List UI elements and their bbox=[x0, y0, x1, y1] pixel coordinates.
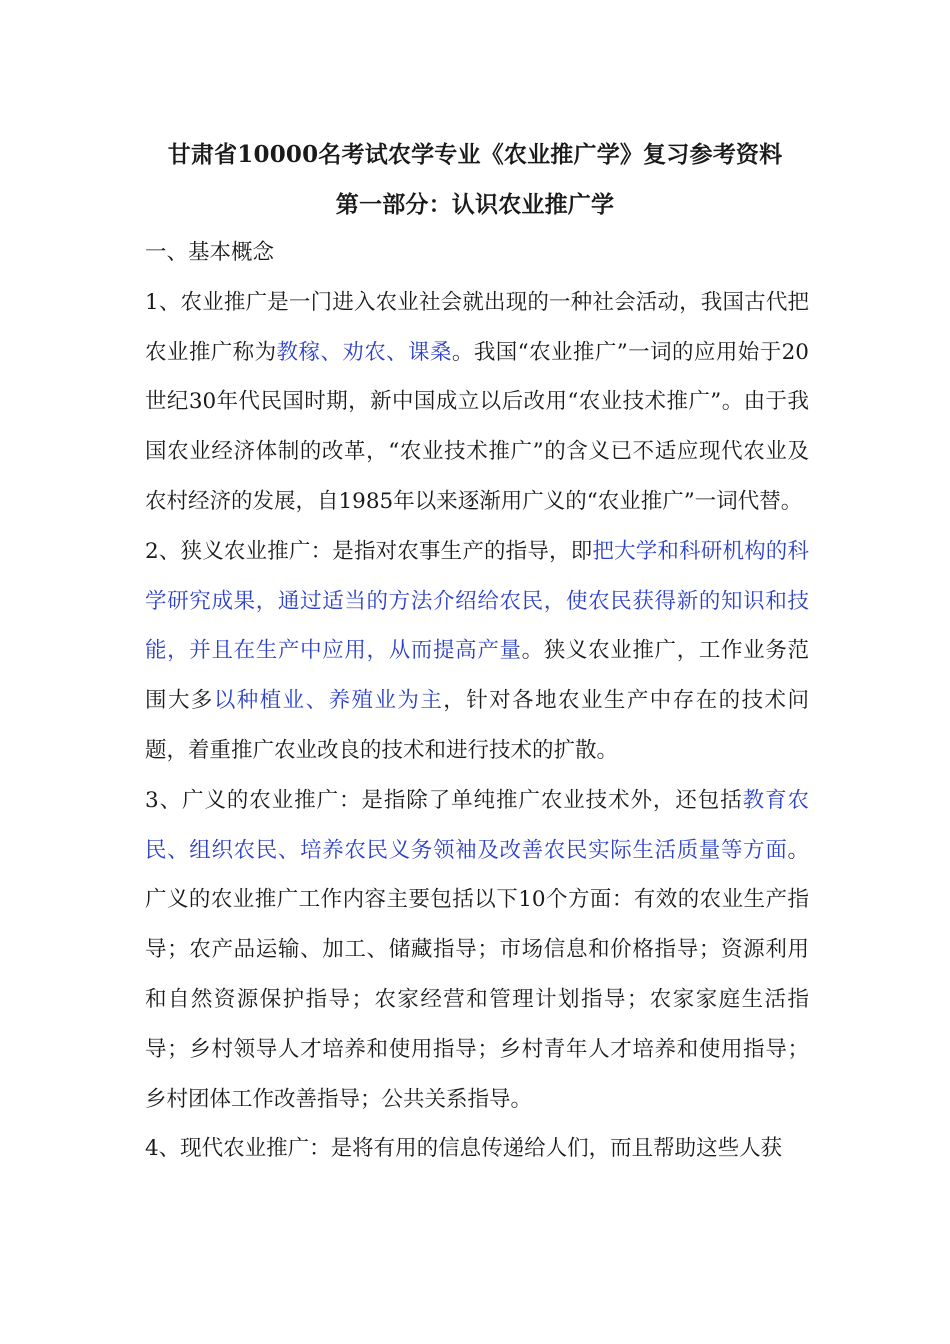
paragraph-3-text-a: 3、广义的农业推广：是指除了单纯推广农业技术外，还包括 bbox=[145, 787, 743, 813]
document-body bbox=[145, 228, 809, 1174]
paragraph-2-highlight-2: 以种植业、养殖业为主 bbox=[213, 688, 444, 714]
paragraph-2 bbox=[145, 527, 809, 776]
paragraph-1 bbox=[145, 278, 809, 527]
paragraph-3 bbox=[145, 776, 809, 1125]
paragraph-3-highlight: 教育农民、组织农民、培养农民义务领袖及改善农民实际生活质量等方面 bbox=[145, 787, 809, 863]
paragraph-2-highlight-1: 把大学和科研机构的科学研究成果，通过适当的方法介绍给农民，使农民获得新的知识和技能，并且在生产中应用，从而提高产量 bbox=[145, 538, 809, 664]
paragraph-4 bbox=[145, 1124, 809, 1174]
paragraph-2-text-b: 。狭义农业推广，工作业务范围大多 bbox=[145, 638, 809, 714]
section-heading: 一、基本概念 bbox=[145, 240, 275, 265]
paragraph-1-highlight: 教稼、劝农、课桑 bbox=[276, 339, 452, 365]
paragraph-4-text-a: 4、现代农业推广：是将有用的信息传递给人们，而且帮助这些人获 bbox=[145, 1136, 783, 1162]
paragraph-1-text-a: 1、农业推广是一门进入农业社会就出现的一种社会活动，我国古代把农业推广称为 bbox=[145, 289, 809, 365]
paragraph-2-text-a: 2、狭义农业推广：是指对农事生产的指导，即 bbox=[145, 538, 593, 564]
paragraph-1-text-b: 。我国“农业推广”一词的应用始于20世纪30年代民国时期，新中国成立以后改用“农业技术推广”。由于我国农业经济体制的改革，“农业技术推广”的含义已不适应现代农业及农村经济的发展，自1985年以来逐渐用广义的“农业推广”一词代替。 bbox=[145, 339, 809, 514]
paragraph-3-text-b: 。广义的农业推广工作内容主要包括以下10个方面：有效的农业生产指导；农产品运输、加工、储藏指导；市场信息和价格指导；资源利用和自然资源保护指导；农家经营和管理计划指导；农家家庭生活指导；乡村领导人才培养和使用指导；乡村青年人才培养和使用指导；乡村团体工作改善指导；公共关系指导。 bbox=[145, 837, 809, 1112]
document-title: 甘肃省10000名考试农学专业《农业推广学》复习参考资料 bbox=[167, 141, 783, 168]
paragraph-2-text-c: ，针对各地农业生产中存在的技术问题，着重推广农业改良的技术和进行技术的扩散。 bbox=[145, 688, 809, 763]
part-heading: 第一部分：认识农业推广学 bbox=[335, 191, 615, 218]
